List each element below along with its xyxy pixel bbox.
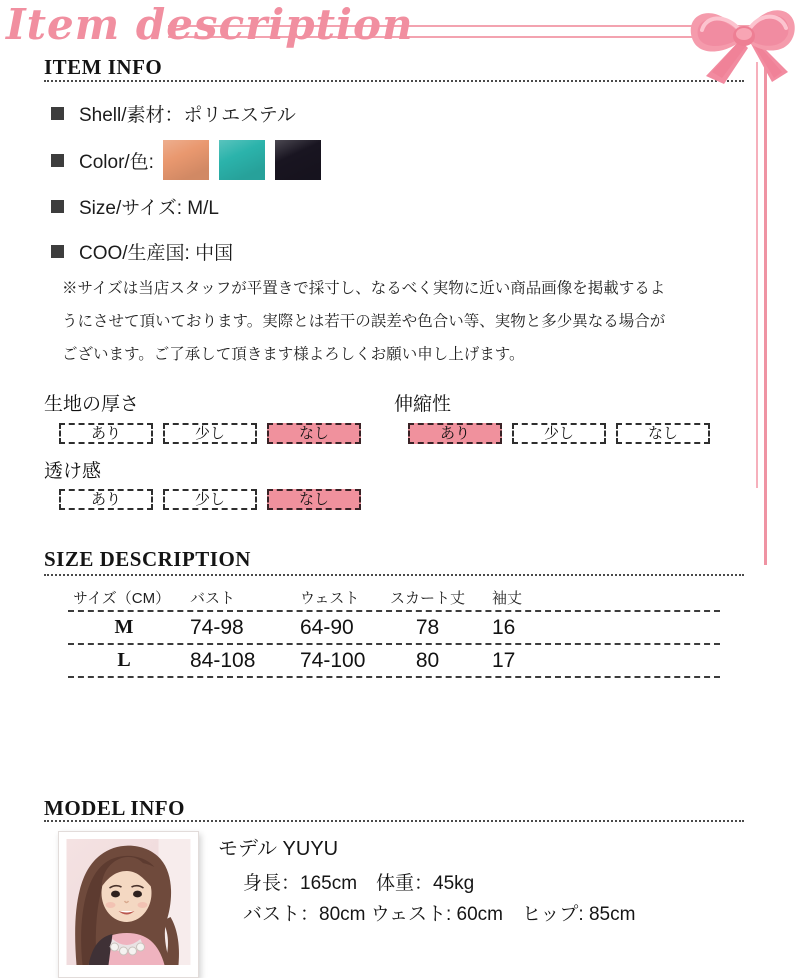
size-label: Size/サイズ: M/L [79,198,219,219]
col-header-waist: ウェスト [300,590,360,607]
model-info-heading: MODEL INFO [44,796,185,820]
square-bullet-icon [51,200,64,213]
model-stats-height-weight: 身長：165cm 体重：45kg [243,873,475,894]
cell-bust: 84-108 [190,648,256,672]
page-title: Item description [6,0,414,49]
ribbon-bow-icon [682,0,800,96]
model-stats-measurements: バスト：80cm ウェスト: 60cm ヒップ: 85cm [243,904,636,925]
size-description-heading: SIZE DESCRIPTION [44,547,251,571]
item-info-divider [44,80,744,82]
square-bullet-icon [51,154,64,167]
sheerness-options [59,489,371,510]
square-bullet-icon [51,245,64,258]
color-swatch-black [275,140,321,180]
color-label: Color/色: [79,151,154,173]
shell-label: Shell/素材：ポリエステル [79,105,296,126]
cell-sleeve-length: 17 [492,648,516,672]
thickness-option-nashi-selected: なし [267,423,361,444]
right-border-line-inner [756,62,758,488]
color-row [51,140,331,180]
size-table-header-row [68,585,720,612]
table-row-l [68,645,720,678]
color-swatch-teal [219,140,265,180]
coo-row [51,238,233,265]
coo-label: COO/生産国: 中国 [79,243,234,264]
right-border-line-outer [764,60,767,565]
size-disclaimer [62,273,732,372]
sheerness-label: 透け感 [44,461,102,482]
cell-skirt-length: 78 [415,615,440,639]
col-header-skirt-length: スカート丈 [389,590,465,607]
model-info-divider [44,820,744,822]
thickness-option-sukoshi: 少し [163,423,257,444]
model-portrait-image [66,839,191,965]
col-header-bust: バスト [190,590,236,607]
disclaimer-line: ※サイズは当店スタッフが平置きで採寸し、なるべく実物に近い商品画像を掲載するよ [62,280,666,297]
sheerness-option-sukoshi: 少し [163,489,257,510]
size-description-divider [44,574,744,576]
sheerness-option-ari: あり [59,489,153,510]
disclaimer-line: ございます。ご了承して頂きます様よろしくお願い申し上げます。 [62,345,525,363]
model-name: モデル YUYU [218,838,339,860]
cell-size: L [117,649,131,671]
disclaimer-line: うにさせて頂いております。実際とは若干の誤差や色合い等、実物と多少異なる場合が [62,312,666,330]
stretch-option-ari-selected: あり [408,423,502,444]
cell-skirt-length: 80 [415,648,440,672]
thickness-label: 生地の厚さ [44,394,140,415]
cell-waist: 64-90 [300,615,354,639]
stretch-options [408,423,720,444]
color-swatch-strip [163,140,331,180]
stretch-option-sukoshi: 少し [512,423,606,444]
table-row-m [68,612,720,645]
cell-sleeve-length: 16 [492,615,516,639]
item-info-heading: ITEM INFO [44,55,163,79]
size-row [51,193,219,220]
shell-row [51,100,296,127]
cell-bust: 74-98 [190,615,244,639]
sheerness-option-nashi-selected: なし [267,489,361,510]
col-header-sleeve-length: 袖丈 [492,590,523,607]
model-photo [58,831,199,978]
stretch-label: 伸縮性 [394,394,452,415]
color-swatch-salmon [163,140,209,180]
stretch-option-nashi: なし [616,423,710,444]
thickness-options [59,423,371,444]
thickness-option-ari: あり [59,423,153,444]
size-table [68,585,720,678]
col-header-size: サイズ（CM） [73,590,171,607]
square-bullet-icon [51,107,64,120]
cell-size: M [114,616,134,638]
cell-waist: 74-100 [300,648,366,672]
